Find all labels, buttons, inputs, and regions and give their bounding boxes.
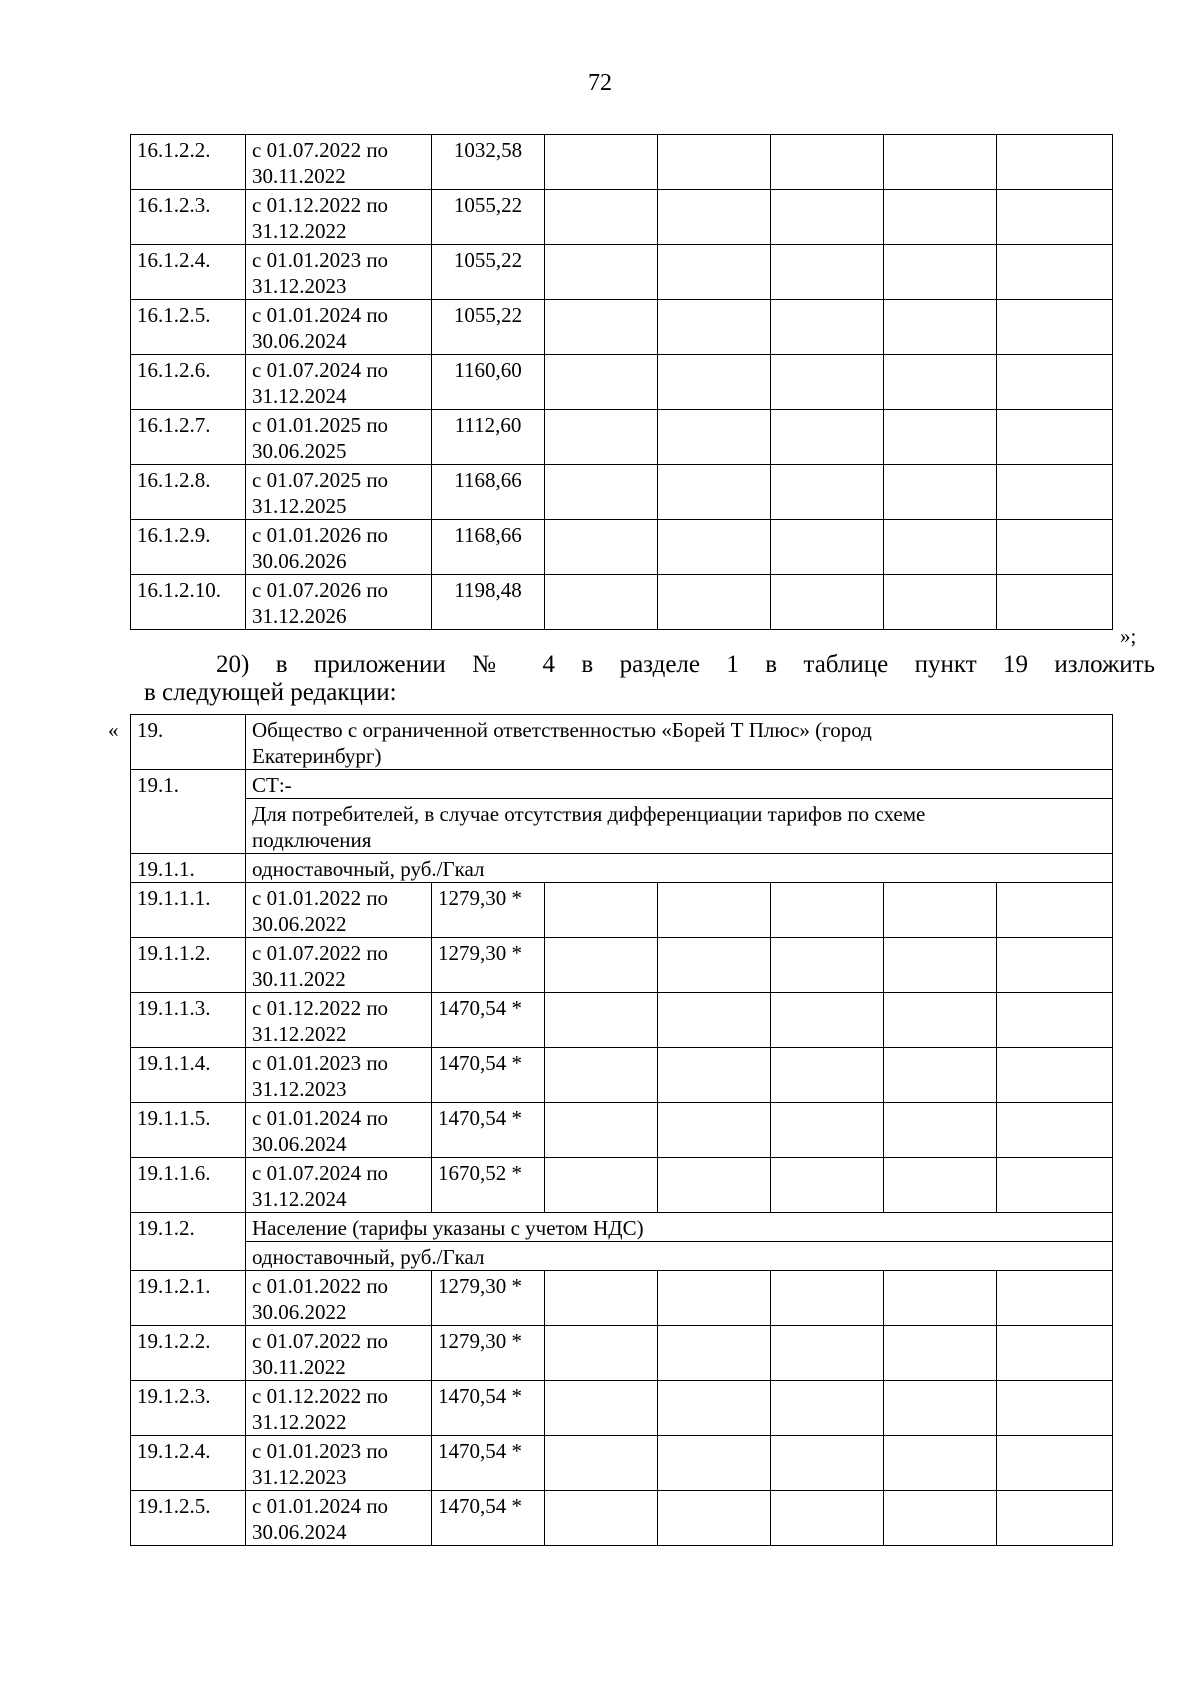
table-row	[131, 465, 1113, 520]
row-period	[246, 883, 432, 938]
row-period-start: с 01.07.2026 по	[252, 578, 389, 602]
empty-cell	[884, 1271, 997, 1326]
row-period	[246, 938, 432, 993]
empty-cell	[545, 520, 658, 575]
row-value: 1279,30 *	[432, 938, 545, 993]
row-value: 1198,48	[432, 575, 545, 630]
row-number: 19.1.1.2.	[131, 938, 246, 993]
row-period-start: с 01.01.2022 по	[252, 1274, 389, 1298]
row-period-start: с 01.01.2023 по	[252, 1051, 389, 1075]
section-number: 19.1.	[131, 770, 246, 854]
empty-cell	[545, 410, 658, 465]
population-unit-row	[131, 1242, 1113, 1271]
empty-cell	[997, 1048, 1113, 1103]
empty-cell	[658, 575, 771, 630]
empty-cell	[545, 1491, 658, 1546]
row-period-end: 31.12.2024	[252, 1187, 347, 1211]
empty-cell	[997, 355, 1113, 410]
empty-cell	[997, 1326, 1113, 1381]
row-period-end: 31.12.2023	[252, 1465, 347, 1489]
table-row	[131, 575, 1113, 630]
row-period-start: с 01.07.2022 по	[252, 941, 389, 965]
empty-cell	[771, 883, 884, 938]
row-number: 16.1.2.9.	[131, 520, 246, 575]
row-period-start: с 01.12.2022 по	[252, 193, 389, 217]
table-row	[131, 938, 1113, 993]
row-number: 16.1.2.5.	[131, 300, 246, 355]
empty-cell	[997, 410, 1113, 465]
row-period-end: 31.12.2023	[252, 274, 347, 298]
row-value: 1055,22	[432, 300, 545, 355]
empty-cell	[997, 245, 1113, 300]
row-number: 19.1.2.1.	[131, 1271, 246, 1326]
empty-cell	[545, 1381, 658, 1436]
empty-cell	[997, 1491, 1113, 1546]
row-value: 1670,52 *	[432, 1158, 545, 1213]
row-period	[246, 1436, 432, 1491]
table-row	[131, 1103, 1113, 1158]
row-period-start: с 01.07.2025 по	[252, 468, 389, 492]
empty-cell	[884, 465, 997, 520]
table-row	[131, 135, 1113, 190]
tariff-table-16	[130, 134, 1113, 630]
empty-cell	[884, 1158, 997, 1213]
population-label: Население (тарифы указаны с учетом НДС)	[246, 1213, 1113, 1242]
empty-cell	[997, 883, 1113, 938]
row-value: 1470,54 *	[432, 1491, 545, 1546]
table-row	[131, 520, 1113, 575]
empty-cell	[771, 938, 884, 993]
page-number: 72	[588, 70, 612, 96]
row-period-end: 30.06.2026	[252, 549, 347, 573]
empty-cell	[997, 465, 1113, 520]
row-number: 16.1.2.6.	[131, 355, 246, 410]
empty-cell	[545, 1158, 658, 1213]
empty-cell	[884, 520, 997, 575]
row-number: 19.1.1.5.	[131, 1103, 246, 1158]
empty-cell	[997, 1103, 1113, 1158]
empty-cell	[884, 135, 997, 190]
empty-cell	[997, 135, 1113, 190]
empty-cell	[884, 993, 997, 1048]
opening-quote-mark: «	[108, 718, 119, 742]
section-row	[131, 770, 1113, 799]
table-row	[131, 1158, 1113, 1213]
empty-cell	[884, 300, 997, 355]
row-number: 16.1.2.4.	[131, 245, 246, 300]
empty-cell	[997, 575, 1113, 630]
empty-cell	[997, 1271, 1113, 1326]
row-number: 19.1.2.2.	[131, 1326, 246, 1381]
empty-cell	[771, 1491, 884, 1546]
empty-cell	[771, 245, 884, 300]
org-name-cell	[246, 715, 1113, 770]
section-description-line1: Для потребителей, в случае отсутствия дифференциации тарифов по схеме	[252, 802, 926, 826]
table-row	[131, 993, 1113, 1048]
row-period-start: с 01.07.2022 по	[252, 138, 389, 162]
population-number: 19.1.2.	[131, 1213, 246, 1271]
row-value: 1279,30 *	[432, 1326, 545, 1381]
empty-cell	[771, 575, 884, 630]
empty-cell	[771, 1436, 884, 1491]
row-period-start: с 01.01.2023 по	[252, 248, 389, 272]
closing-quote-mark: »;	[1120, 624, 1137, 648]
empty-cell	[884, 1326, 997, 1381]
empty-cell	[884, 938, 997, 993]
empty-cell	[884, 410, 997, 465]
empty-cell	[884, 190, 997, 245]
row-value: 1168,66	[432, 465, 545, 520]
section-label: СТ:-	[246, 770, 1113, 799]
empty-cell	[658, 465, 771, 520]
empty-cell	[884, 575, 997, 630]
empty-cell	[545, 1436, 658, 1491]
row-period	[246, 190, 432, 245]
empty-cell	[771, 993, 884, 1048]
row-period	[246, 1271, 432, 1326]
row-period-start: с 01.01.2024 по	[252, 1494, 389, 1518]
empty-cell	[997, 1436, 1113, 1491]
empty-cell	[545, 1271, 658, 1326]
empty-cell	[997, 520, 1113, 575]
empty-cell	[771, 190, 884, 245]
row-period-end: 31.12.2022	[252, 1022, 347, 1046]
row-number: 19.1.2.3.	[131, 1381, 246, 1436]
empty-cell	[658, 300, 771, 355]
row-period-end: 30.11.2022	[252, 164, 346, 188]
row-value: 1279,30 *	[432, 1271, 545, 1326]
subsection-2-rows	[131, 1271, 1113, 1546]
row-period-end: 30.06.2024	[252, 329, 347, 353]
empty-cell	[545, 190, 658, 245]
row-period	[246, 1326, 432, 1381]
row-period	[246, 245, 432, 300]
row-period	[246, 575, 432, 630]
row-value: 1470,54 *	[432, 993, 545, 1048]
subsection-2-header	[131, 1213, 1113, 1271]
row-period-end: 31.12.2022	[252, 1410, 347, 1434]
empty-cell	[997, 938, 1113, 993]
row-period-end: 30.06.2025	[252, 439, 347, 463]
empty-cell	[545, 883, 658, 938]
empty-cell	[658, 245, 771, 300]
empty-cell	[658, 1271, 771, 1326]
empty-cell	[658, 883, 771, 938]
empty-cell	[771, 410, 884, 465]
table-row	[131, 1491, 1113, 1546]
org-name-line2: Екатеринбург)	[252, 744, 382, 768]
row-value: 1032,58	[432, 135, 545, 190]
row-value: 1470,54 *	[432, 1103, 545, 1158]
empty-cell	[658, 135, 771, 190]
row-value: 1470,54 *	[432, 1048, 545, 1103]
empty-cell	[545, 575, 658, 630]
section-desc-row	[131, 799, 1113, 854]
empty-cell	[545, 245, 658, 300]
table-row	[131, 190, 1113, 245]
row-period-start: с 01.01.2024 по	[252, 303, 389, 327]
row-number: 16.1.2.3.	[131, 190, 246, 245]
empty-cell	[771, 1271, 884, 1326]
empty-cell	[658, 1103, 771, 1158]
row-period-end: 31.12.2026	[252, 604, 347, 628]
empty-cell	[545, 465, 658, 520]
empty-cell	[658, 993, 771, 1048]
row-period-end: 30.06.2024	[252, 1520, 347, 1544]
empty-cell	[771, 1381, 884, 1436]
org-row	[131, 715, 1113, 770]
row-period-start: с 01.01.2023 по	[252, 1439, 389, 1463]
subsection-label: одноставочный, руб./Гкал	[246, 854, 1113, 883]
row-period-end: 31.12.2023	[252, 1077, 347, 1101]
row-period-end: 31.12.2024	[252, 384, 347, 408]
empty-cell	[545, 938, 658, 993]
row-period	[246, 993, 432, 1048]
empty-cell	[771, 300, 884, 355]
row-number: 19.1.1.3.	[131, 993, 246, 1048]
empty-cell	[658, 1158, 771, 1213]
row-period	[246, 135, 432, 190]
empty-cell	[884, 245, 997, 300]
row-value: 1470,54 *	[432, 1436, 545, 1491]
row-number: 16.1.2.10.	[131, 575, 246, 630]
empty-cell	[545, 1048, 658, 1103]
empty-cell	[884, 1381, 997, 1436]
empty-cell	[884, 1048, 997, 1103]
row-period-end: 31.12.2022	[252, 219, 347, 243]
empty-cell	[545, 1103, 658, 1158]
row-value: 1112,60	[432, 410, 545, 465]
row-period-start: с 01.07.2024 по	[252, 358, 389, 382]
row-period	[246, 410, 432, 465]
table-row	[131, 300, 1113, 355]
row-period	[246, 1103, 432, 1158]
row-period-end: 31.12.2025	[252, 494, 347, 518]
subsection-row	[131, 854, 1113, 883]
row-period-start: с 01.07.2024 по	[252, 1161, 389, 1185]
section-description-cell	[246, 799, 1113, 854]
empty-cell	[997, 993, 1113, 1048]
empty-cell	[658, 410, 771, 465]
row-period	[246, 1491, 432, 1546]
row-period-start: с 01.01.2024 по	[252, 1106, 389, 1130]
empty-cell	[658, 1326, 771, 1381]
row-number: 19.1.2.4.	[131, 1436, 246, 1491]
empty-cell	[997, 300, 1113, 355]
empty-cell	[545, 355, 658, 410]
empty-cell	[658, 1048, 771, 1103]
row-period	[246, 1048, 432, 1103]
empty-cell	[658, 1436, 771, 1491]
amendment-paragraph	[144, 651, 1155, 707]
empty-cell	[771, 1326, 884, 1381]
row-number: 16.1.2.8.	[131, 465, 246, 520]
empty-cell	[545, 300, 658, 355]
row-value: 1470,54 *	[432, 1381, 545, 1436]
table-row	[131, 245, 1113, 300]
row-value: 1055,22	[432, 190, 545, 245]
row-period	[246, 1158, 432, 1213]
empty-cell	[771, 355, 884, 410]
empty-cell	[884, 883, 997, 938]
table-row	[131, 1381, 1113, 1436]
table-row	[131, 355, 1113, 410]
table-row	[131, 1326, 1113, 1381]
empty-cell	[884, 355, 997, 410]
amendment-paragraph-line2: в следующей редакции:	[144, 679, 397, 706]
tariff-table-16-body	[131, 135, 1113, 630]
row-period-start: с 01.12.2022 по	[252, 1384, 389, 1408]
empty-cell	[884, 1491, 997, 1546]
row-number: 19.1.1.4.	[131, 1048, 246, 1103]
org-number: 19.	[131, 715, 246, 770]
row-value: 1160,60	[432, 355, 545, 410]
empty-cell	[545, 1326, 658, 1381]
row-number: 19.1.1.6.	[131, 1158, 246, 1213]
row-number: 16.1.2.7.	[131, 410, 246, 465]
empty-cell	[997, 1381, 1113, 1436]
empty-cell	[658, 938, 771, 993]
table-row	[131, 1271, 1113, 1326]
row-value: 1055,22	[432, 245, 545, 300]
empty-cell	[658, 520, 771, 575]
row-period	[246, 300, 432, 355]
table-row	[131, 883, 1113, 938]
tariff-table-19-body	[131, 715, 1113, 883]
empty-cell	[658, 190, 771, 245]
row-number: 16.1.2.2.	[131, 135, 246, 190]
row-period-end: 30.11.2022	[252, 967, 346, 991]
empty-cell	[545, 993, 658, 1048]
subsection-number: 19.1.1.	[131, 854, 246, 883]
row-period-start: с 01.01.2022 по	[252, 886, 389, 910]
row-period	[246, 1381, 432, 1436]
row-number: 19.1.1.1.	[131, 883, 246, 938]
row-number: 19.1.2.5.	[131, 1491, 246, 1546]
empty-cell	[884, 1436, 997, 1491]
row-period	[246, 520, 432, 575]
empty-cell	[771, 1048, 884, 1103]
row-period-start: с 01.01.2026 по	[252, 523, 389, 547]
row-period-end: 30.11.2022	[252, 1355, 346, 1379]
row-period-start: с 01.07.2022 по	[252, 1329, 389, 1353]
empty-cell	[771, 1158, 884, 1213]
row-period-start: с 01.12.2022 по	[252, 996, 389, 1020]
row-period	[246, 465, 432, 520]
empty-cell	[997, 190, 1113, 245]
empty-cell	[771, 520, 884, 575]
empty-cell	[545, 135, 658, 190]
table-row	[131, 1048, 1113, 1103]
row-period-end: 30.06.2022	[252, 1300, 347, 1324]
row-value: 1279,30 *	[432, 883, 545, 938]
row-period-end: 30.06.2022	[252, 912, 347, 936]
empty-cell	[771, 1103, 884, 1158]
row-period-end: 30.06.2024	[252, 1132, 347, 1156]
subsection-1-rows	[131, 883, 1113, 1213]
population-row	[131, 1213, 1113, 1242]
empty-cell	[771, 135, 884, 190]
empty-cell	[771, 465, 884, 520]
population-unit-label: одноставочный, руб./Гкал	[246, 1242, 1113, 1271]
org-name-line1: Общество с ограниченной ответственностью «Борей Т Плюс» (город	[252, 718, 872, 742]
row-value: 1168,66	[432, 520, 545, 575]
section-description-line2: подключения	[252, 828, 372, 852]
table-row	[131, 1436, 1113, 1491]
row-period	[246, 355, 432, 410]
empty-cell	[658, 1491, 771, 1546]
row-period-start: с 01.01.2025 по	[252, 413, 389, 437]
empty-cell	[658, 355, 771, 410]
empty-cell	[658, 1381, 771, 1436]
amendment-paragraph-line1: 20) в приложении № 4 в разделе 1 в таблице пункт 19 изложить	[216, 651, 1155, 678]
table-row	[131, 410, 1113, 465]
empty-cell	[884, 1103, 997, 1158]
tariff-table-19	[130, 714, 1113, 1546]
empty-cell	[997, 1158, 1113, 1213]
